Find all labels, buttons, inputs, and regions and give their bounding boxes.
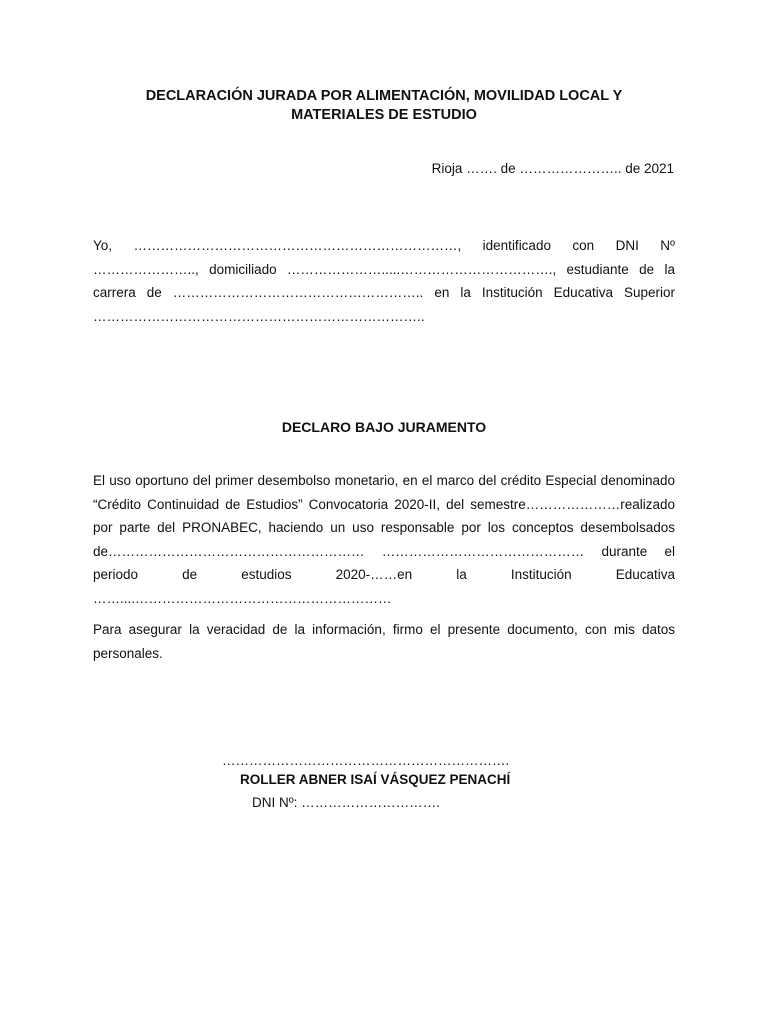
closing-paragraph: Para asegurar la veracidad de la información, firmo el presente documento, con mis datos personales. bbox=[93, 622, 675, 661]
title-line-1: DECLARACIÓN JURADA POR ALIMENTACIÓN, MOVILIDAD LOCAL Y bbox=[145, 88, 623, 104]
signer-name: ROLLER ABNER ISAÍ VÁSQUEZ PENACHÍ bbox=[240, 772, 511, 787]
document-title bbox=[94, 87, 674, 125]
place-date: Rioja ……. de ………………….. de 2021 bbox=[431, 161, 674, 176]
declaration-body-paragraph: El uso oportuno del primer desembolso monetario, en el marco del crédito Especial denominado “Crédito Continuidad de Estudios” Convocatoria 2020-II, del semestre…………………realizado por parte del PRONABEC, haciendo un uso responsable por los conceptos desembolsados de………………………………………………… ……………………………………… durante el periodo de estudios 2020-……en la Institución Educativa ……....………………………………………………… bbox=[93, 473, 675, 606]
declarant-paragraph: Yo, ………………………………………………………………, identificado con DNI Nº ………………….., domiciliado ………………….....……………………………., estudiante de la carrera de ……………………………………………….. en la Institución Educativa Superior ……………………………………………………………….. bbox=[93, 238, 675, 324]
title-line-2: MATERIALES DE ESTUDIO bbox=[291, 107, 477, 123]
signer-dni: DNI Nº: …………………………. bbox=[252, 795, 440, 810]
signature-line: ………………………………………………………. bbox=[222, 753, 510, 768]
declaration-heading: DECLARO BAJO JURAMENTO bbox=[281, 419, 487, 435]
